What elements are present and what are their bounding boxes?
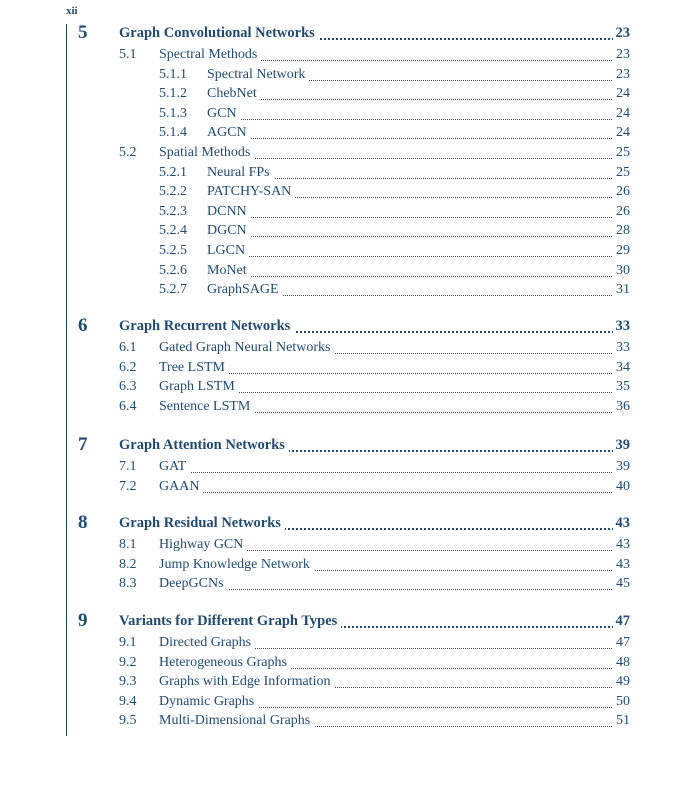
entry-number: 5.1.1 (159, 66, 187, 82)
entry-title: GAAN (159, 479, 203, 495)
toc-subsection-entry[interactable] (0, 203, 700, 223)
entry-page: 24 (613, 125, 630, 141)
entry-title: DCNN (207, 204, 251, 220)
entry-number: 5.2.6 (159, 262, 187, 278)
entry-title: Highway GCN (159, 537, 247, 553)
chapter-title: Variants for Different Graph Types (119, 613, 341, 630)
chapter-page: 33 (613, 318, 631, 335)
entry-title: Multi-Dimensional Graphs (159, 713, 314, 729)
dot-leader (207, 276, 630, 277)
entry-page: 25 (613, 145, 630, 161)
toc-section-entry[interactable] (0, 634, 700, 654)
toc-section-entry[interactable] (0, 458, 700, 478)
entry-number: 7.2 (119, 478, 137, 494)
entry-number: 5.2.1 (159, 164, 187, 180)
entry-page: 26 (613, 184, 630, 200)
entry-page: 23 (613, 47, 630, 63)
entry-title: Spatial Methods (159, 145, 254, 161)
toc-section-entry[interactable] (0, 712, 700, 732)
entry-page: 49 (613, 674, 630, 690)
entry-number: 5.1 (119, 47, 137, 62)
entry-title: Spectral Methods (159, 47, 261, 63)
entry-number: 6.1 (119, 340, 137, 355)
entry-title: Spectral Network (207, 67, 309, 83)
chapter-title: Graph Recurrent Networks (119, 318, 294, 335)
entry-title: Neural FPs (207, 165, 274, 181)
entry-number: 9.2 (119, 654, 137, 670)
entry-page: 51 (613, 713, 630, 729)
chapter-number: 5 (78, 22, 88, 43)
entry-title: ChebNet (207, 86, 261, 102)
toc-subsection-entry[interactable] (0, 222, 700, 242)
dot-leader (207, 99, 630, 100)
dot-leader (159, 373, 630, 374)
entry-page: 29 (613, 243, 630, 259)
toc-subsection-entry[interactable] (0, 242, 700, 262)
toc-subsection-entry[interactable] (0, 66, 700, 86)
toc-subsection-entry[interactable] (0, 124, 700, 144)
toc-section-entry[interactable] (0, 536, 700, 556)
chapter-page: 23 (613, 25, 631, 42)
toc-chapter-heading[interactable] (0, 435, 700, 455)
toc-section-entry[interactable] (0, 378, 700, 398)
entry-number: 8.3 (119, 576, 137, 592)
entry-number: 5.2 (119, 145, 137, 160)
chapter-page: 47 (613, 613, 631, 630)
chapter-title: Graph Residual Networks (119, 515, 285, 532)
entry-page: 43 (613, 557, 630, 573)
dot-leader (207, 236, 630, 237)
entry-number: 5.1.3 (159, 105, 187, 121)
entry-number: 9.5 (119, 713, 137, 729)
entry-title: Heterogeneous Graphs (159, 655, 291, 671)
toc-section-entry[interactable] (0, 575, 700, 595)
entry-title: LGCN (207, 243, 249, 259)
dot-leader (207, 256, 630, 257)
toc-section-entry[interactable] (0, 359, 700, 379)
toc-subsection-entry[interactable] (0, 105, 700, 125)
entry-number: 5.2.3 (159, 203, 187, 219)
chapter-number: 8 (78, 512, 88, 533)
entry-page: 40 (613, 479, 630, 495)
toc-section-entry[interactable] (0, 478, 700, 498)
entry-number: 5.2.2 (159, 184, 187, 200)
entry-title: Tree LSTM (159, 360, 229, 376)
entry-title: DGCN (207, 223, 251, 239)
entry-title: Dynamic Graphs (159, 694, 258, 710)
chapter-page: 43 (613, 515, 631, 532)
entry-title: AGCN (207, 125, 251, 141)
entry-page: 25 (613, 165, 630, 181)
entry-page: 47 (613, 635, 630, 651)
entry-number: 5.2.5 (159, 243, 187, 258)
toc-section-entry[interactable] (0, 693, 700, 713)
entry-page: 24 (613, 106, 630, 122)
chapter-number: 7 (78, 434, 88, 455)
entry-title: Jump Knowledge Network (159, 557, 314, 573)
entry-title: Gated Graph Neural Networks (159, 340, 334, 356)
entry-page: 39 (613, 459, 630, 475)
entry-page: 23 (613, 67, 630, 83)
entry-number: 5.1.2 (159, 86, 187, 102)
chapter-number: 6 (78, 315, 88, 336)
entry-number: 6.3 (119, 379, 137, 395)
entry-number: 5.1.4 (159, 125, 187, 141)
entry-title: GCN (207, 106, 241, 122)
entry-page: 35 (613, 379, 630, 395)
page-number: xii (66, 5, 78, 17)
entry-page: 31 (613, 282, 630, 298)
entry-number: 9.1 (119, 635, 137, 650)
entry-page: 33 (613, 340, 630, 356)
entry-title: Graph LSTM (159, 379, 239, 395)
entry-title: PATCHY-SAN (207, 184, 295, 200)
entry-number: 6.4 (119, 398, 137, 414)
toc-section-entry[interactable] (0, 673, 700, 693)
entry-number: 5.2.4 (159, 223, 187, 239)
entry-title: MoNet (207, 263, 251, 279)
dot-leader (159, 472, 630, 473)
toc-section-entry[interactable] (0, 46, 700, 66)
toc-chapter-heading[interactable] (0, 513, 700, 533)
toc-chapter-heading[interactable] (0, 611, 700, 631)
entry-number: 9.4 (119, 693, 137, 709)
entry-title: GraphSAGE (207, 282, 283, 298)
toc-chapter-heading[interactable] (0, 316, 700, 336)
toc-chapter-heading[interactable] (0, 23, 700, 43)
toc-section-entry[interactable] (0, 398, 700, 418)
entry-title: DeepGCNs (159, 576, 228, 592)
chapter-number: 9 (78, 610, 88, 631)
toc-section-entry[interactable] (0, 654, 700, 674)
entry-page: 50 (613, 694, 630, 710)
toc-section-entry[interactable] (0, 556, 700, 576)
toc-subsection-entry[interactable] (0, 262, 700, 282)
entry-page: 45 (613, 576, 630, 592)
entry-page: 26 (613, 204, 630, 220)
entry-page: 36 (613, 399, 630, 415)
toc-section-entry[interactable] (0, 144, 700, 164)
entry-number: 7.1 (119, 459, 137, 474)
entry-number: 8.1 (119, 537, 137, 552)
entry-page: 48 (613, 655, 630, 671)
entry-page: 34 (613, 360, 630, 376)
dot-leader (159, 492, 630, 493)
entry-number: 9.3 (119, 674, 137, 690)
entry-page: 28 (613, 223, 630, 239)
entry-title: Graphs with Edge Information (159, 674, 334, 690)
toc-subsection-entry[interactable] (0, 85, 700, 105)
dot-leader (207, 138, 630, 139)
entry-title: Sentence LSTM (159, 399, 254, 415)
toc-section-entry[interactable] (0, 339, 700, 359)
entry-page: 30 (613, 263, 630, 279)
entry-page: 24 (613, 86, 630, 102)
chapter-page: 39 (613, 437, 631, 454)
entry-number: 5.2.7 (159, 282, 187, 298)
entry-page: 43 (613, 537, 630, 553)
entry-title: Directed Graphs (159, 635, 255, 651)
chapter-title: Graph Convolutional Networks (119, 25, 319, 42)
dot-leader (207, 119, 630, 120)
toc-subsection-entry[interactable] (0, 281, 700, 301)
toc-subsection-entry[interactable] (0, 183, 700, 203)
entry-number: 6.2 (119, 359, 137, 375)
entry-title: GAT (159, 459, 190, 475)
chapter-title: Graph Attention Networks (119, 437, 289, 454)
dot-leader (207, 217, 630, 218)
toc-subsection-entry[interactable] (0, 164, 700, 184)
dot-leader (159, 589, 630, 590)
entry-number: 8.2 (119, 556, 137, 572)
